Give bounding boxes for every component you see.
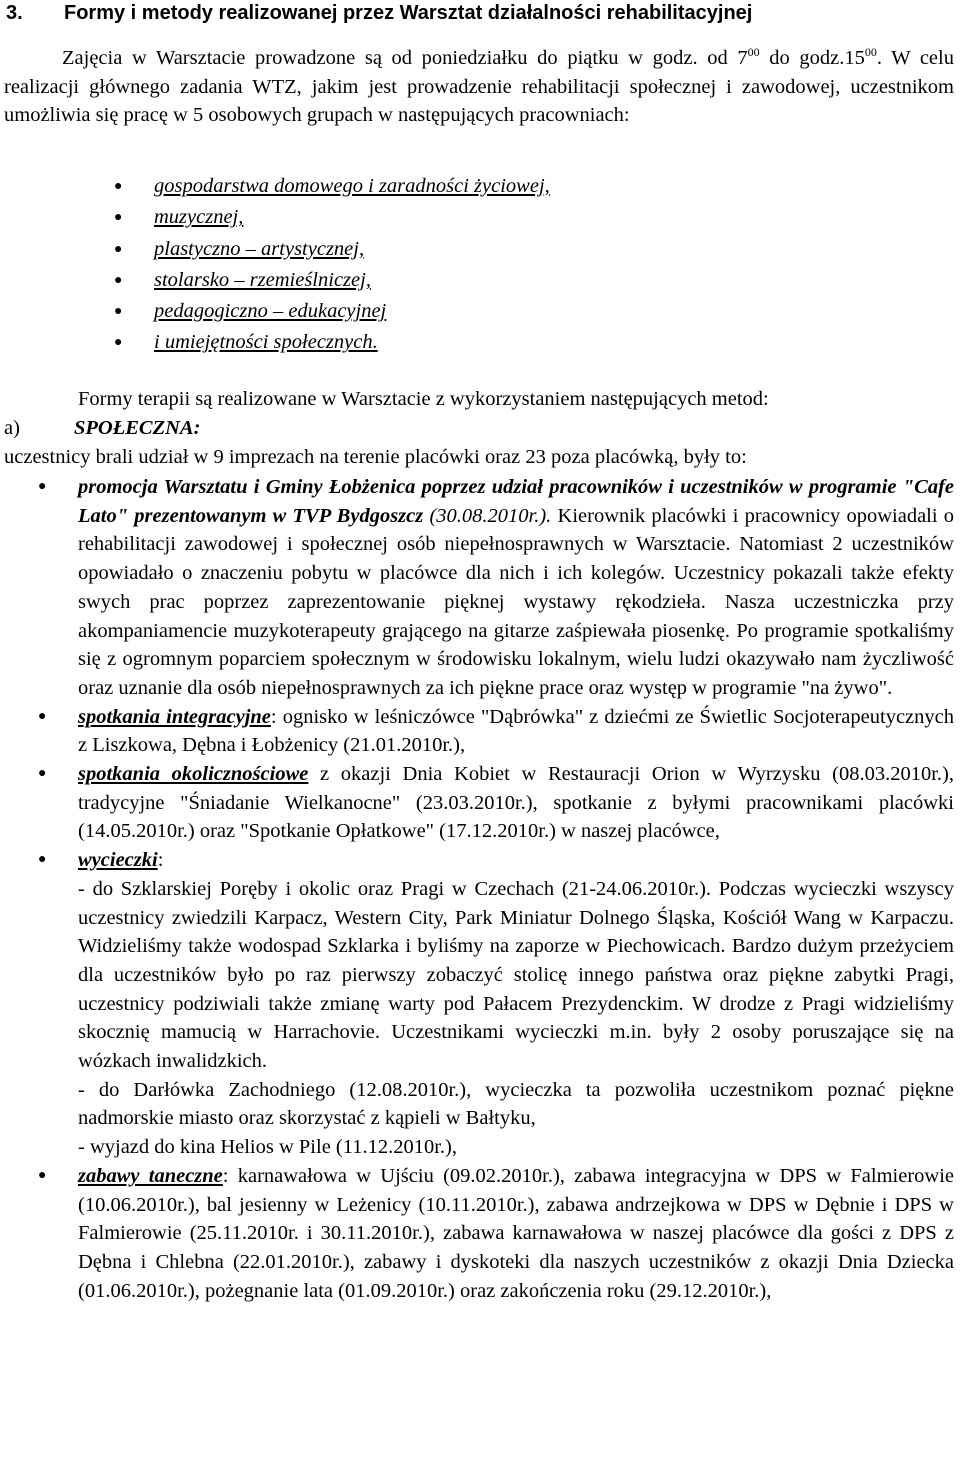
- workshop-item: ● pedagogiczno – edukacyjnej: [4, 296, 954, 327]
- dance-text: : karnawałowa w Ujściu (09.02.2010r.), zabawa integracyjna w DPS w Falmierowie (10.06.2010r.), bal jesienny w Leżenicy (10.11.2010r.), zabawa andrzejkowa w DPS w Dębnie i DPS w Falmierowie (25.11.2010r. i 30.11.2010r.), zabawa karnawałowa w naszej placówce dla gości z DPS z Dębna i Chlebna (22.01.2010r.), zabawy i dyskoteki dla naszych uczestników z okazji Dnia Dziecka (01.06.2010r.), pożegnanie lata (01.09.2010r.) oraz zakończenia roku (29.12.2010r.),: [78, 1164, 955, 1302]
- occasional-title: spotkania okolicznościowe: [78, 763, 309, 786]
- forms-intro: Formy terapii są realizowane w Warsztacie z wykorzystaniem następujących metod:: [78, 388, 769, 410]
- trip-3: - wyjazd do kina Helios w Pile (11.12.2010r.),: [78, 1136, 457, 1159]
- promo-text: Kierownik placówki i pracownicy opowiadali o rehabilitacji zawodowej i społecznej osób niepełnosprawnych w Warsztacie. Natomiast 2 uczestników opowiadało o znaczeniu pobytu w placówce dla nich i ich kolegów. Uczestnicy pokazali także efekty swych prac poprzez zaprezentowanie pięknej wystawy rękodzieła. Nasza uczestniczka przy akompaniamencie muzykoterapeuty grającego na gitarze zaśpiewała piosenkę. Po programie spotkaliśmy się z ogromnym poparciem społecznym w środowisku lokalnym, wielu ludzi okazywało nam życzliwość oraz uznanie dla osób niepełnosprawnych za ich piękne prace oraz występ w programie "na żywo".: [78, 504, 955, 699]
- trips-colon: :: [157, 849, 164, 872]
- workshop-list: [4, 171, 954, 359]
- activity-trips: [4, 846, 954, 1162]
- activity-dance: [4, 1162, 954, 1306]
- section-number: 3.: [6, 2, 23, 24]
- workshop-item: ● plastyczno – artystycznej,: [4, 234, 954, 265]
- intro-text-1: Zajęcia w Warsztacie prowadzone są od poniedziałku do piątku w godz. od 7: [62, 47, 748, 69]
- intro-text-2: do godz.15: [759, 47, 865, 69]
- promo-title: promocja Warsztatu i Gminy Łobżenica poprzez udział pracowników i uczestników w programie "Cafe Lato" prezentowanym w TVP Bydgoszcz: [78, 476, 954, 527]
- section-heading: [6, 0, 956, 26]
- intro-paragraph: [4, 44, 954, 130]
- integration-title: spotkania integracyjne: [78, 705, 271, 728]
- integration-text: : ognisko w leśniczówce "Dąbrówka" z dziećmi ze Świetlic Socjoterapeutycznych z Liszkowa, Dębna i Łobżenicy (21.01.2010r.),: [78, 705, 954, 757]
- intro-sup-1: 00: [747, 45, 760, 60]
- trips-title: wycieczki: [78, 849, 158, 872]
- workshop-item: ● muzycznej,: [4, 202, 954, 233]
- section-a-label: a): [4, 417, 20, 439]
- participation-text: uczestnicy brali udział w 9 imprezach na terenie placówki oraz 23 poza placówką, były to:: [4, 446, 747, 468]
- activities-list: [4, 473, 954, 1305]
- activity-occasional: [4, 760, 954, 846]
- workshop-item: ● gospodarstwa domowego i zaradności życiowej,: [4, 171, 954, 202]
- section-a: [4, 414, 954, 443]
- trip-2: - do Darłówka Zachodniego (12.08.2010r.), wycieczka ta pozwoliła uczestnikom poznać piękne nadmorskie miasto oraz skorzystać z kąpieli w Bałtyku,: [78, 1078, 954, 1130]
- promo-date: (30.08.2010r.).: [423, 504, 552, 527]
- workshop-item: ● i umiejętności społecznych.: [4, 327, 954, 358]
- intro-text-3: . W celu realizacji głównego zadania WTZ, jakim jest prowadzenie rehabilitacji społecznej i zawodowej, uczestnikom umożliwia się pracę w 5 osobowych grupach w następujących pracowniach:: [4, 47, 954, 127]
- section-title: Formy i metody realizowanej przez Warsztat działalności rehabilitacyjnej: [64, 2, 753, 24]
- trip-1: - do Szklarskiej Poręby i okolic oraz Pragi w Czechach (21-24.06.2010r.). Podczas wycieczki wszyscy uczestnicy zwiedzili Karpacz, Western City, Park Miniatur Dolnego Śląska, Kościół Wang w Karpaczu. Widzieliśmy także wodospad Szklarka i byliśmy na zaporze w Piechowicach. Bardzo dużym przeżyciem dla uczestników było po raz pierwszy zobaczyć stolicę innego państwa oraz piękne zabytki Pragi, uczestnicy podziwiali także zmianę warty pod Pałacem Prezydenckim. W drodze z Pragi widzieliśmy skocznię mamucią w Harrachovie. Uczestnikami wycieczki m.in. były 2 osoby poruszające się na wózkach inwalidzkich.: [78, 877, 954, 1073]
- workshop-item: ● stolarsko – rzemieślniczej,: [4, 265, 954, 296]
- intro-sup-2: 00: [864, 45, 877, 60]
- activity-integration: [4, 703, 954, 760]
- occasional-text: z okazji Dnia Kobiet w Restauracji Orion w Wyrzysku (08.03.2010r.), tradycyjne "Śniadanie Wielkanocne" (23.03.2010r.), spotkanie z byłymi pracownikami placówki (14.05.2010r.) oraz "Spotkanie Opłatkowe" (17.12.2010r.) w naszej placówce,: [78, 763, 954, 843]
- section-a-title: SPOŁECZNA:: [74, 417, 201, 439]
- activity-promo: [4, 473, 954, 703]
- dance-title: zabawy taneczne: [78, 1164, 223, 1187]
